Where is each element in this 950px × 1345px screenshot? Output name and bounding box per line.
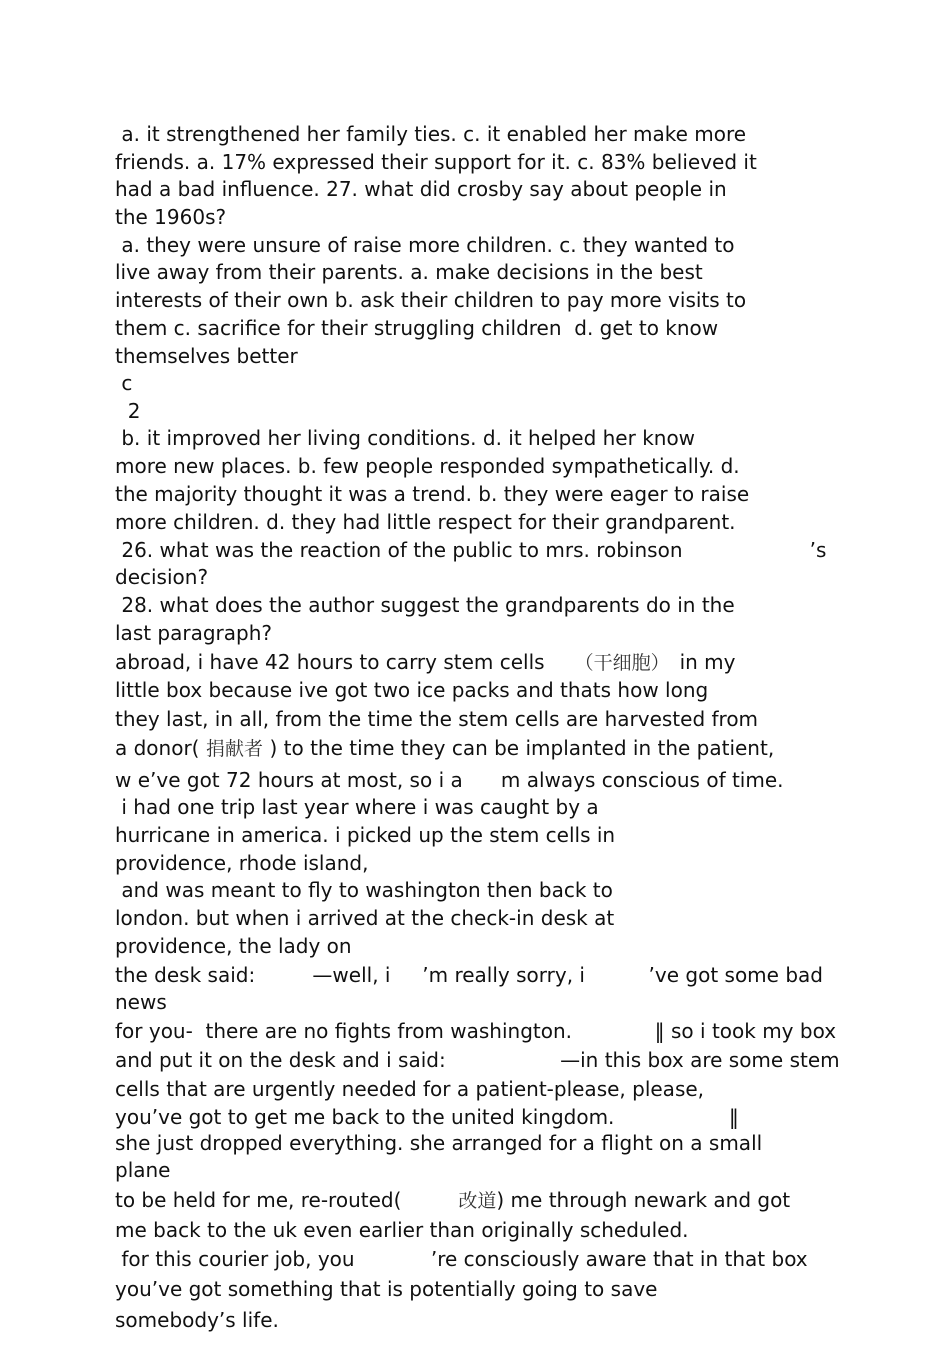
text-line: providence, the lady on bbox=[115, 934, 352, 958]
text-line: london. but when i arrived at the check-in desk at bbox=[115, 906, 615, 930]
text-line: them c. sacrifice for their struggling children d. get to know bbox=[115, 316, 719, 340]
text-line: me back to the uk even earlier than originally scheduled. bbox=[115, 1218, 689, 1242]
text-line: c bbox=[115, 371, 133, 395]
text-line: providence, rhode island, bbox=[115, 851, 369, 875]
text-line: she just dropped everything. she arranged for a flight on a small bbox=[115, 1131, 763, 1155]
text-line: and put it on the desk and i said: —in this box are some stem bbox=[115, 1048, 840, 1072]
text-line: plane bbox=[115, 1158, 171, 1182]
text-line: you’ve got to get me back to the united kingdom. ‖ bbox=[115, 1105, 739, 1129]
text-line: for you- there are no fights from washington. ‖ so i took my box bbox=[115, 1019, 837, 1043]
text-line: w e’ve got 72 hours at most, so i a m always conscious of time. bbox=[115, 768, 784, 792]
text-line: b. it improved her living conditions. d. it helped her know bbox=[115, 426, 696, 450]
page-number: 2 bbox=[115, 399, 141, 423]
text-line: hurricane in america. i picked up the stem cells in bbox=[115, 823, 616, 847]
text-line: to be held for me, re-routed( 改道) me through newark and got bbox=[115, 1188, 791, 1212]
text-line: a donor( 捐献者 ) to the time they can be implanted in the patient, bbox=[115, 736, 775, 760]
text-line: the majority thought it was a trend. b. they were eager to raise bbox=[115, 482, 750, 506]
text-line: the desk said: —well, i ’m really sorry, i ’ve got some bad bbox=[115, 963, 823, 987]
text-line: more new places. b. few people responded sympathetically. d. bbox=[115, 454, 740, 478]
text-line: they last, in all, from the time the stem cells are harvested from bbox=[115, 707, 759, 731]
text-line: 28. what does the author suggest the grandparents do in the bbox=[115, 593, 735, 617]
text-line: i had one trip last year where i was caught by a bbox=[115, 795, 599, 819]
text-line: had a bad influence. 27. what did crosby say about people in bbox=[115, 177, 727, 201]
text-line: a. it strengthened her family ties. c. it enabled her make more bbox=[115, 122, 747, 146]
text-line: news bbox=[115, 990, 167, 1014]
text-line: for this courier job, you ’re consciously aware that in that box bbox=[115, 1247, 808, 1271]
text-line: abroad, i have 42 hours to carry stem cells （干细胞） in my bbox=[115, 650, 736, 674]
text-line: somebody’s life. bbox=[115, 1308, 279, 1332]
text-line: last paragraph? bbox=[115, 621, 273, 645]
text-line: friends. a. 17% expressed their support for it. c. 83% believed it bbox=[115, 150, 757, 174]
text-line: interests of their own b. ask their children to pay more visits to bbox=[115, 288, 747, 312]
text-line: themselves better bbox=[115, 344, 298, 368]
gloss-donor: 捐献者 bbox=[205, 738, 263, 760]
text-line: you’ve got something that is potentially going to save bbox=[115, 1277, 658, 1301]
text-line: cells that are urgently needed for a patient-please, please, bbox=[115, 1077, 705, 1101]
text-line: live away from their parents. a. make decisions in the best bbox=[115, 260, 703, 284]
text-line: more children. d. they had little respect for their grandparent. bbox=[115, 510, 736, 534]
text-line: decision? bbox=[115, 565, 209, 589]
gloss-stem-cells: （干细胞） bbox=[574, 652, 670, 674]
text-line: the 1960s? bbox=[115, 205, 227, 229]
text-line: a. they were unsure of raise more children. c. they wanted to bbox=[115, 233, 735, 257]
text-line: little box because ive got two ice packs and thats how long bbox=[115, 678, 709, 702]
text-line: 26. what was the reaction of the public to mrs. robinson ’s bbox=[115, 538, 827, 562]
gloss-re-routed: 改道 bbox=[458, 1190, 497, 1212]
text-line: and was meant to fly to washington then back to bbox=[115, 878, 613, 902]
